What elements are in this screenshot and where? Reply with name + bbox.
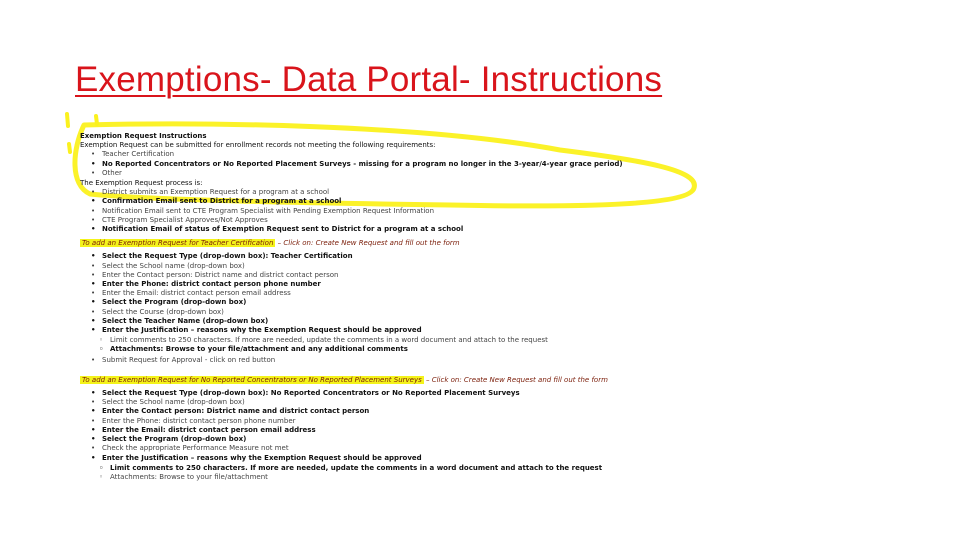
concentrators-banner: [80, 376, 608, 385]
list-item: • Enter the Justification – reasons why the Exemption Request should be approved: [102, 454, 900, 463]
list-item: ◦ Attachments: Browse to your file/attachment: [110, 473, 900, 482]
list-item: • Other: [102, 169, 900, 178]
instructions-screenshot: [80, 132, 900, 532]
banner-highlight: To add an Exemption Request for No Reported Concentrators or No Reported Placement Surveys: [82, 375, 422, 384]
list-item: • Notification Email of status of Exemption Request sent to District for a program at a school: [102, 225, 900, 234]
doc-heading: Exemption Request Instructions: [80, 132, 207, 140]
process-list: [80, 188, 900, 234]
requirements-list: [80, 150, 900, 178]
list-item: • Enter the Phone: district contact person phone number: [102, 280, 900, 289]
list-item: • District submits an Exemption Request for a program at a school: [102, 188, 900, 197]
scribble-mark-2: [96, 116, 97, 124]
list-item: • Select the Teacher Name (drop-down box): [102, 317, 900, 326]
list-item: • Select the Request Type (drop-down box): Teacher Certification: [102, 252, 900, 261]
list-item: • Select the School name (drop-down box): [102, 398, 900, 407]
list-item: ◦ Attachments: Browse to your file/attachment and any additional comments: [110, 345, 900, 354]
list-item: • Teacher Certification: [102, 150, 900, 159]
process-heading: The Exemption Request process is:: [80, 179, 203, 188]
banner-highlight: To add an Exemption Request for Teacher Certification: [82, 239, 274, 248]
doc-intro: Exemption Request can be submitted for enrollment records not meeting the following requirements:: [80, 141, 436, 150]
concentrator-sub-list: [80, 464, 900, 482]
list-item: • CTE Program Specialist Approves/Not Approves: [102, 216, 900, 225]
list-item: • Select the Program (drop-down box): [102, 435, 900, 444]
banner-text: – Click on: Create New Request and fill out the form: [275, 239, 460, 248]
list-item: • Select the Program (drop-down box): [102, 298, 900, 307]
teacher-sub-list: [80, 336, 900, 354]
list-item: • Notification Email sent to CTE Program Specialist with Pending Exemption Request Information: [102, 207, 900, 216]
list-item: • Enter the Contact person: District name and district contact person: [102, 407, 900, 416]
teacher-submit-list: [80, 356, 900, 365]
slide-title: Exemptions- Data Portal- Instructions: [75, 60, 663, 99]
list-item: • Submit Request for Approval - click on red button: [102, 356, 900, 365]
list-item: • Enter the Contact person: District name and district contact person: [102, 271, 900, 280]
list-item: • No Reported Concentrators or No Reported Placement Surveys - missing for a program no longer in the 3-year/4-year grace period): [102, 160, 900, 169]
teacher-steps-list: [80, 252, 900, 335]
list-item: ◦ Limit comments to 250 characters. If more are needed, update the comments in a word document and attach to the request: [110, 464, 900, 473]
scribble-mark-1: [67, 114, 68, 126]
teacher-certification-banner: [80, 239, 460, 248]
list-item: • Check the appropriate Performance Measure not met: [102, 444, 900, 453]
list-item: • Enter the Phone: district contact person phone number: [102, 417, 900, 426]
concentrator-steps-list: [80, 389, 900, 463]
list-item: • Enter the Email: district contact person email address: [102, 426, 900, 435]
list-item: • Enter the Email: district contact person email address: [102, 289, 900, 298]
banner-text: – Click on: Create New Request and fill out the form: [423, 375, 608, 384]
list-item: • Select the School name (drop-down box): [102, 262, 900, 271]
list-item: ◦ Limit comments to 250 characters. If more are needed, update the comments in a word document and attach to the request: [110, 336, 900, 345]
list-item: • Select the Request Type (drop-down box): No Reported Concentrators or No Reported Placement Surveys: [102, 389, 900, 398]
list-item: • Confirmation Email sent to District for a program at a school: [102, 197, 900, 206]
scribble-mark-3: [69, 144, 70, 152]
list-item: • Enter the Justification – reasons why the Exemption Request should be approved: [102, 326, 900, 335]
list-item: • Select the Course (drop-down box): [102, 308, 900, 317]
